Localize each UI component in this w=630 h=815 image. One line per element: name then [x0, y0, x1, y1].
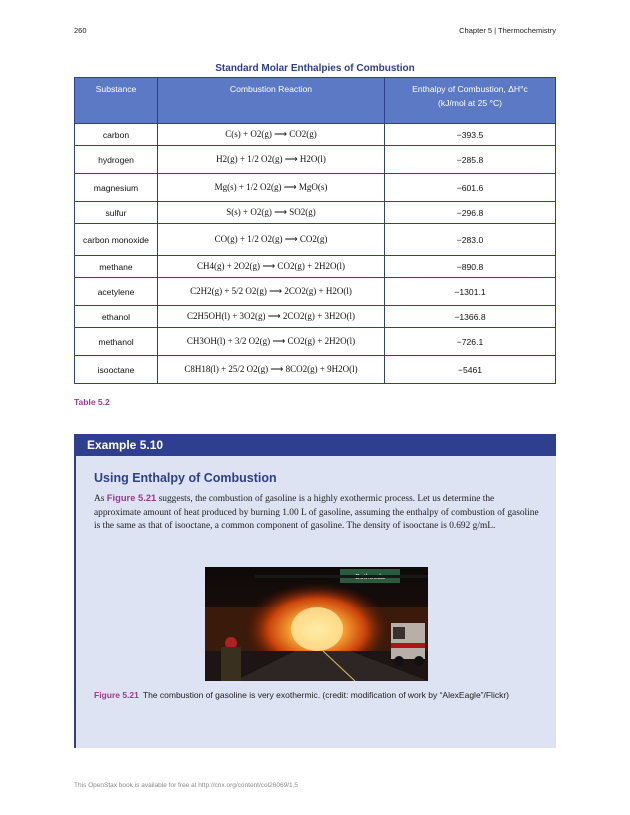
- enthalpy-value-cell: −1301.1: [385, 278, 556, 306]
- enthalpy-value-cell: −296.8: [385, 202, 556, 224]
- enthalpy-value-cell: −726.1: [385, 328, 556, 356]
- reaction-cell: S(s) + O2(g) ⟶ SO2(g): [158, 202, 385, 224]
- substance-cell: carbon monoxide: [75, 224, 158, 256]
- substance-cell: hydrogen: [75, 146, 158, 174]
- reaction-cell: C8H18(l) + 25/2 O2(g) ⟶ 8CO2(g) + 9H2O(l): [158, 356, 385, 384]
- substance-cell: isooctane: [75, 356, 158, 384]
- example-label: Example 5.10: [87, 438, 164, 452]
- table-row: [75, 356, 556, 384]
- substance-cell: methanol: [75, 328, 158, 356]
- reaction-cell: CH3OH(l) + 3/2 O2(g) ⟶ CO2(g) + 2H2O(l): [158, 328, 385, 356]
- table-row: [75, 174, 556, 202]
- table-row: [75, 146, 556, 174]
- page-footer: This OpenStax book is available for free at http://cnx.org/content/col26069/1.5: [74, 782, 299, 789]
- enthalpy-header-units: (kJ/mol at 25 °C): [437, 98, 503, 108]
- table-row: [75, 124, 556, 146]
- table-caption: Table 5.2: [74, 397, 110, 407]
- enthalpy-value-cell: −5461: [385, 356, 556, 384]
- page-number: 260: [74, 26, 87, 35]
- column-header-reaction: Combustion Reaction: [158, 78, 385, 124]
- reaction-cell: C2H5OH(l) + 3O2(g) ⟶ 2CO2(g) + 3H2O(l): [158, 306, 385, 328]
- reaction-cell: CO(g) + 1/2 O2(g) ⟶ CO2(g): [158, 224, 385, 256]
- figure-caption-text: The combustion of gasoline is very exothermic. (credit: modification of work by “AlexEagle”/Flickr): [142, 690, 509, 700]
- reaction-cell: C2H2(g) + 5/2 O2(g) ⟶ 2CO2(g) + H2O(l): [158, 278, 385, 306]
- chapter-header: Chapter 5 | Thermochemistry: [459, 26, 556, 35]
- table-row: [75, 224, 556, 256]
- substance-cell: magnesium: [75, 174, 158, 202]
- figure-caption: [94, 690, 534, 701]
- table-title: Standard Molar Enthalpies of Combustion: [215, 63, 415, 74]
- substance-cell: carbon: [75, 124, 158, 146]
- column-header-enthalpy: [385, 78, 556, 124]
- enthalpy-value-cell: −393.5: [385, 124, 556, 146]
- column-header-substance: Substance: [75, 78, 158, 124]
- enthalpy-value-cell: −890.8: [385, 256, 556, 278]
- enthalpy-table: [74, 77, 556, 384]
- enthalpy-value-cell: −283.0: [385, 224, 556, 256]
- substance-cell: acetylene: [75, 278, 158, 306]
- substance-cell: sulfur: [75, 202, 158, 224]
- firefighter: [221, 647, 241, 681]
- example-text-before: As: [94, 494, 107, 504]
- example-paragraph: [94, 491, 540, 534]
- table-row: [75, 328, 556, 356]
- enthalpy-value-cell: −601.6: [385, 174, 556, 202]
- table-row: [75, 278, 556, 306]
- figure-caption-label: Figure 5.21: [94, 690, 139, 700]
- reaction-cell: Mg(s) + 1/2 O2(g) ⟶ MgO(s): [158, 174, 385, 202]
- example-title-bar: [74, 434, 556, 456]
- enthalpy-value-cell: −285.8: [385, 146, 556, 174]
- reaction-cell: CH4(g) + 2O2(g) ⟶ CO2(g) + 2H2O(l): [158, 256, 385, 278]
- figure-link[interactable]: Figure 5.21: [106, 492, 157, 503]
- example-heading: Using Enthalpy of Combustion: [94, 471, 277, 485]
- enthalpy-value-cell: −1366.8: [385, 306, 556, 328]
- reaction-cell: C(s) + O2(g) ⟶ CO2(g): [158, 124, 385, 146]
- table-row: [75, 256, 556, 278]
- substance-cell: methane: [75, 256, 158, 278]
- enthalpy-header-label: Enthalpy of Combustion, ΔH°c: [412, 84, 528, 94]
- reaction-cell: H2(g) + 1/2 O2(g) ⟶ H2O(l): [158, 146, 385, 174]
- table-row: [75, 306, 556, 328]
- gasoline-fire-photo: [205, 567, 428, 681]
- example-text-after: suggests, the combustion of gasoline is a highly exothermic process. Let us determine the approximate amount of heat produced by burning 1.00 L of gasoline, assuming the enthalpy of combustion of gasoline is the same as that of isooctane, a common component of gasoline. The density of isooctane is 0.692 g/mL.: [94, 494, 539, 532]
- substance-cell: ethanol: [75, 306, 158, 328]
- table-row: [75, 202, 556, 224]
